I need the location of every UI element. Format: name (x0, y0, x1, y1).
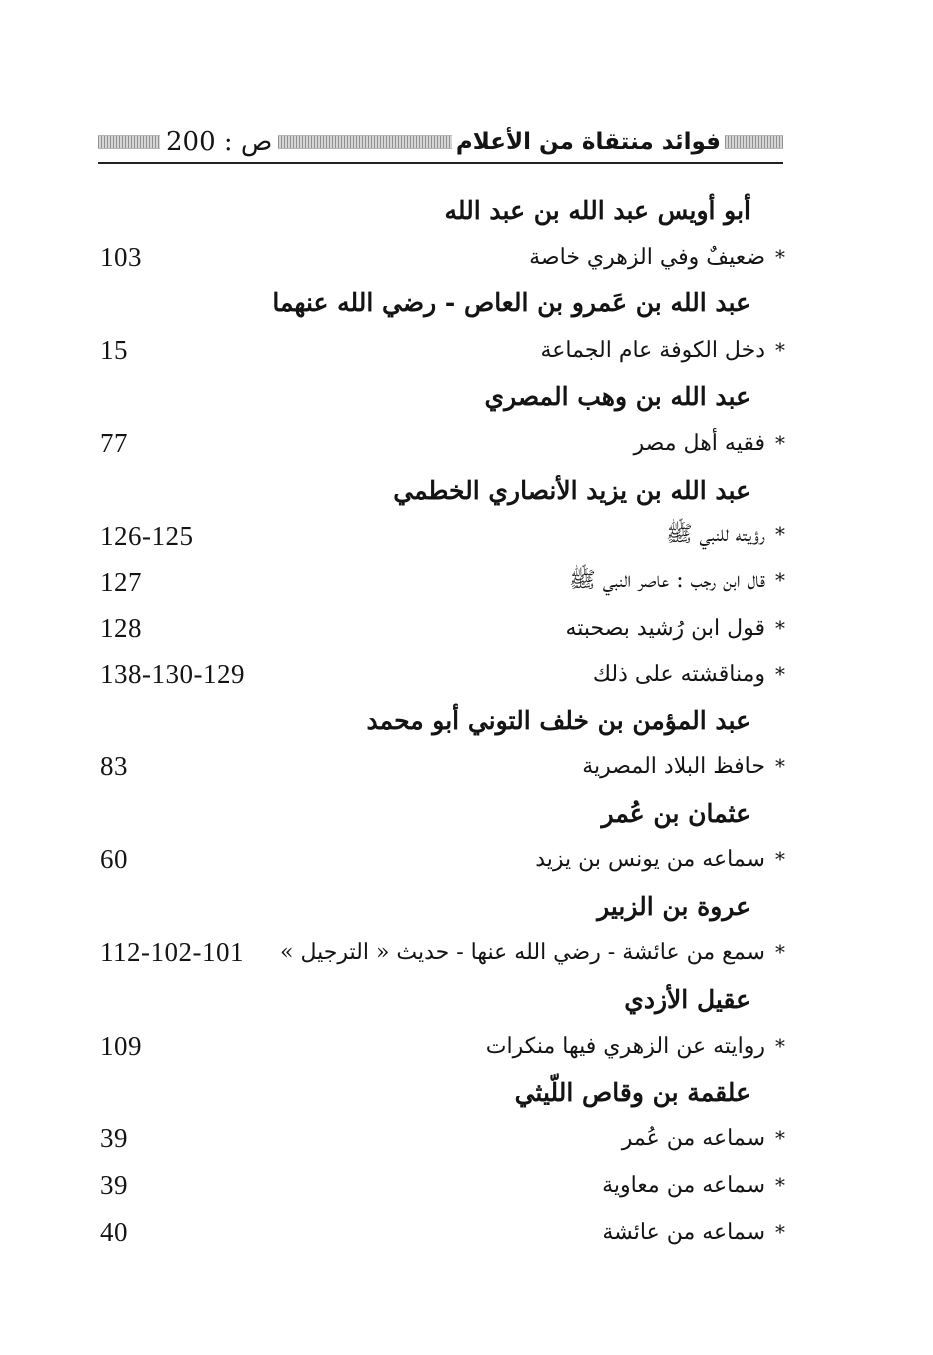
page-reference: 126-125 (100, 520, 194, 551)
bullet-asterisk-icon: * (775, 846, 785, 871)
bullet-asterisk-icon: * (775, 430, 785, 455)
text-content: سماعه من عائشة (602, 1219, 765, 1245)
page-reference: 112-102-101 (100, 936, 244, 967)
bullet-asterisk-icon: * (775, 1125, 785, 1150)
text-content: ضعيفٌ وفي الزهري خاصة (529, 244, 765, 270)
entry-text (280, 940, 785, 965)
text-content: روايته عن الزهري فيها منكرات (485, 1033, 765, 1059)
text-content: ومناقشته على ذلك (592, 661, 765, 687)
page-reference: 77 (100, 427, 128, 458)
index-heading (485, 376, 752, 416)
heading-name (624, 985, 751, 1014)
text-content: عبد المؤمن بن خلف التوني أبو محمد (366, 705, 751, 735)
index-heading (393, 470, 751, 510)
text-content: عبد الله بن يزيد الأنصاري الخطمي (393, 475, 751, 505)
heading-name (444, 196, 751, 225)
text-content: سماعه من عُمر (621, 1125, 765, 1151)
entry-text (582, 754, 785, 779)
index-entry (100, 1212, 785, 1252)
index-entry (100, 562, 785, 602)
text-content: سماعه من معاوية (602, 1172, 765, 1198)
bullet-asterisk-icon: * (775, 939, 785, 964)
text-content: عقيل الأزدي (624, 984, 751, 1014)
index-entry (100, 1118, 785, 1158)
entry-text (602, 1173, 785, 1198)
entry-text (634, 431, 785, 456)
page-reference: 15 (100, 334, 128, 365)
index-heading (624, 979, 751, 1019)
page-reference: 83 (100, 750, 128, 781)
index-entry (100, 839, 785, 879)
text-content: أبو أويس عبد الله بن عبد الله (444, 195, 751, 225)
entry-text (565, 616, 785, 641)
index-heading (272, 282, 751, 322)
heading-name (393, 476, 751, 505)
bullet-asterisk-icon: * (775, 1172, 785, 1197)
bullet-asterisk-icon: * (775, 1033, 785, 1058)
entry-text (622, 1126, 785, 1151)
page-reference: 60 (100, 843, 128, 874)
page-reference: 128 (100, 612, 142, 643)
index-heading (515, 1072, 751, 1112)
text-content: سماعه من يونس بن يزيد (535, 846, 765, 872)
index-heading (444, 190, 751, 230)
bullet-asterisk-icon: * (775, 753, 785, 778)
index-entry (100, 516, 785, 556)
text-content: سمع من عائشة - رضي الله عنها - حديث « الترجيل » (280, 939, 765, 965)
bullet-asterisk-icon: * (775, 522, 785, 546)
heading-name (272, 288, 751, 317)
index-entry (100, 1026, 785, 1066)
text-content: قال ابن رجب : عاصر النبي ﷺ (569, 568, 765, 593)
index-entry (100, 237, 785, 277)
entry-text (569, 566, 785, 598)
index-entry (100, 654, 785, 694)
bullet-asterisk-icon: * (775, 1219, 785, 1244)
page-reference: 103 (100, 241, 142, 272)
bullet-asterisk-icon: * (775, 568, 785, 592)
page-reference: 127 (100, 566, 142, 597)
header-page-number: ص : 200 (166, 127, 273, 157)
heading-name (485, 382, 752, 411)
page-reference: 39 (100, 1122, 128, 1153)
text-content: دخل الكوفة عام الجماعة (540, 337, 765, 363)
index-heading (597, 886, 751, 926)
index-entry (100, 1165, 785, 1205)
header-title: فوائد منتقاة من الأعلام (455, 129, 721, 155)
index-heading (602, 793, 751, 833)
entry-text (666, 520, 785, 552)
entry-text (529, 245, 785, 270)
heading-name (367, 706, 752, 735)
text-content: عروة بن الزبير (597, 891, 751, 921)
index-entry (100, 330, 785, 370)
text-content: فقيه أهل مصر (633, 430, 765, 456)
page-reference: 40 (100, 1216, 128, 1247)
index-entry (100, 608, 785, 648)
index-heading (367, 700, 752, 740)
bullet-asterisk-icon: * (775, 244, 785, 269)
index-entry (100, 932, 785, 972)
heading-name (597, 892, 751, 921)
bullet-asterisk-icon: * (775, 337, 785, 362)
text-content: قول ابن رُشيد بصحبته (565, 615, 765, 641)
page-reference: 138-130-129 (100, 658, 245, 689)
page-reference: 39 (100, 1169, 128, 1200)
text-content: علقمة بن وقاص اللّيثي (514, 1077, 751, 1107)
text-content: عثمان بن عُمر (601, 798, 751, 828)
text-content: عبد الله بن وهب المصري (484, 381, 751, 411)
index-entry (100, 423, 785, 463)
text-content: عبد الله بن عَمرو بن العاص - رضي الله عنهما (272, 287, 751, 317)
page-reference: 109 (100, 1030, 142, 1061)
text-content: حافظ البلاد المصرية (582, 753, 765, 779)
index-entry (100, 746, 785, 786)
text-content: رؤيته للنبي ﷺ (665, 522, 765, 547)
entry-text (486, 1034, 785, 1059)
entry-text (541, 338, 786, 363)
bullet-asterisk-icon: * (775, 615, 785, 640)
bullet-asterisk-icon: * (775, 661, 785, 686)
heading-name (602, 799, 751, 828)
entry-text (593, 662, 785, 687)
heading-name (515, 1078, 751, 1107)
entry-text (535, 847, 785, 872)
entry-text (602, 1220, 785, 1245)
